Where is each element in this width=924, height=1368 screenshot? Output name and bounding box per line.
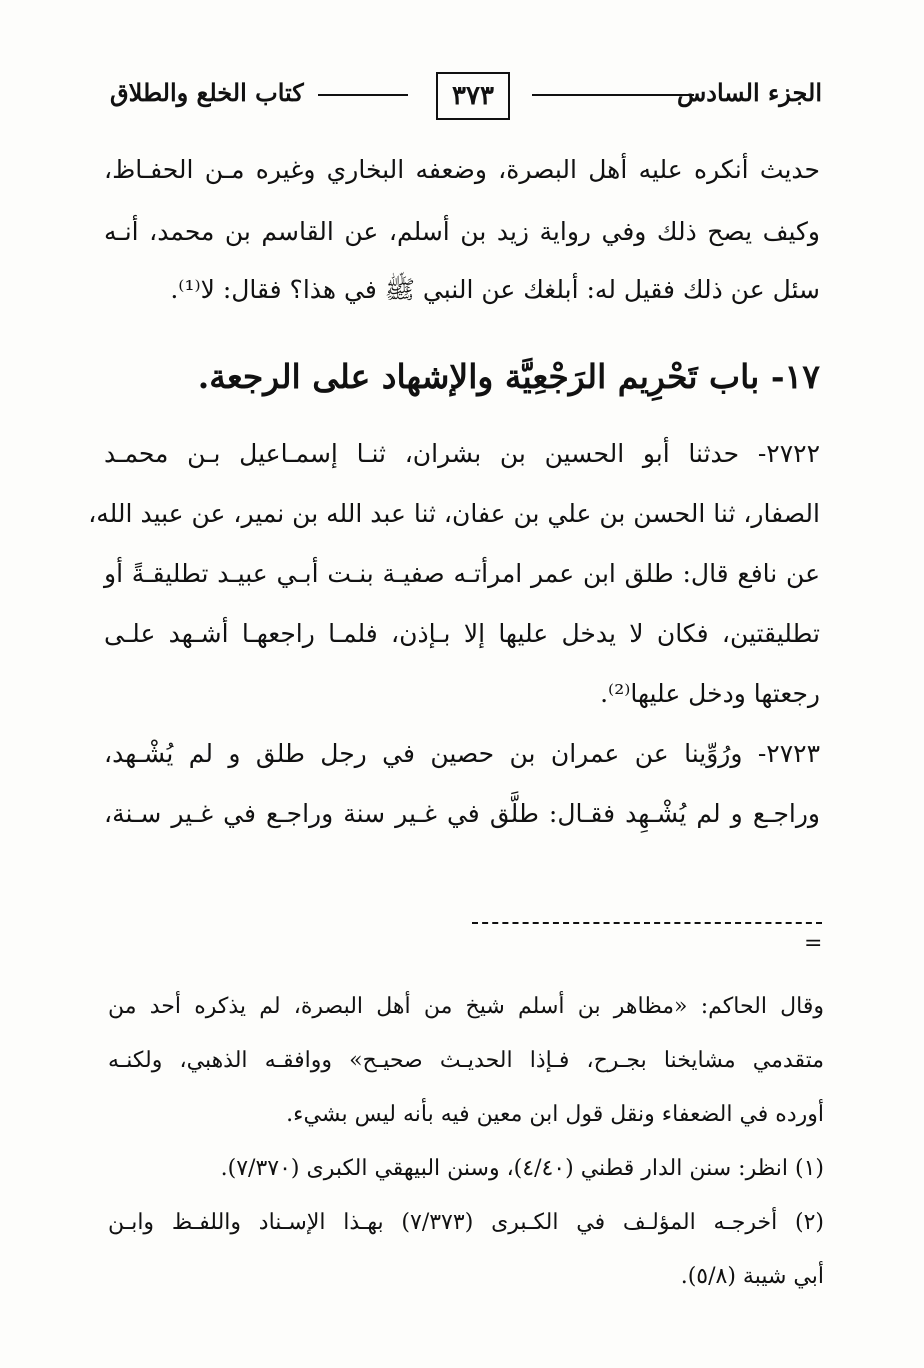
header-rule-right xyxy=(532,94,694,96)
continuation-mark: = xyxy=(804,931,823,956)
hadith-line: ٢٧٢٣- ورُوِّينا عن عمران بن حصين في رجل طلق و لم يُشْـهد، xyxy=(104,739,820,768)
page-header xyxy=(110,72,822,124)
hadith-line: الصفار، ثنا الحسن بن علي بن عفان، ثنا عبد الله بن نمير، عن عبيد الله، xyxy=(88,499,820,528)
volume-label: الجزء السادس xyxy=(676,78,822,107)
hadith-line: تطليقتين، فكان لا يدخل عليها إلا بـإذن، فلمـا راجعهـا أشـهد علـى xyxy=(104,619,820,648)
body-line: سئل عن ذلك فقيل له: أبلغك عن النبي ﷺ في هذا؟ فقال: لا⁽¹⁾. xyxy=(170,275,820,304)
footnote-line: أورده في الضعفاء ونقل قول ابن معين فيه بأنه ليس بشيء. xyxy=(286,1102,824,1127)
footnote-line: متقدمي مشايخنا بجـرح، فـإذا الحديـث صحيـح» ووافقـه الذهبي، ولكنـه xyxy=(108,1048,824,1073)
footnote-2-cont: أبي شيبة (٥/٨). xyxy=(680,1264,824,1289)
footnote-line: وقال الحاكم: «مظاهر بن أسلم شيخ من أهل البصرة، لم يذكره أحد من xyxy=(108,994,824,1019)
footnote-separator xyxy=(472,922,822,924)
hadith-line: وراجـع و لم يُشْـهِد فقـال: طلَّق في غـير سنة وراجـع في غـير سـنة، xyxy=(104,799,820,828)
hadith-line: عن نافع قال: طلق ابن عمر امرأتـه صفيـة بنـت أبـي عبيـد تطليقـةً أو xyxy=(104,559,820,588)
body-line: وكيف يصح ذلك وفي رواية زيد بن أسلم، عن القاسم بن محمد، أنـه xyxy=(104,217,820,246)
footnote-2: (٢) أخرجـه المؤلـف في الكـبرى (٧/٣٧٣) بهـذا الإسـناد واللفـظ وابـن xyxy=(108,1210,824,1235)
hadith-line: رجعتها ودخل عليها⁽²⁾. xyxy=(600,679,820,708)
page-number: ٣٧٣ xyxy=(436,72,510,120)
footnote-1: (١) انظر: سنن الدار قطني (٤/٤٠)، وسنن البيهقي الكبرى (٧/٣٧٠). xyxy=(220,1156,824,1181)
chapter-title: ١٧- باب تَحْرِيم الرَجْعِيَّة والإشهاد على الرجعة. xyxy=(197,357,820,396)
body-line: حديث أنكره عليه أهل البصرة، وضعفه البخاري وغيره مـن الحفـاظ، xyxy=(104,155,820,184)
book-title: كتاب الخلع والطلاق xyxy=(110,78,304,107)
hadith-line: ٢٧٢٢- حدثنا أبو الحسين بن بشران، ثنـا إسمـاعيل بـن محمـد xyxy=(104,439,820,468)
header-rule-left xyxy=(318,94,408,96)
